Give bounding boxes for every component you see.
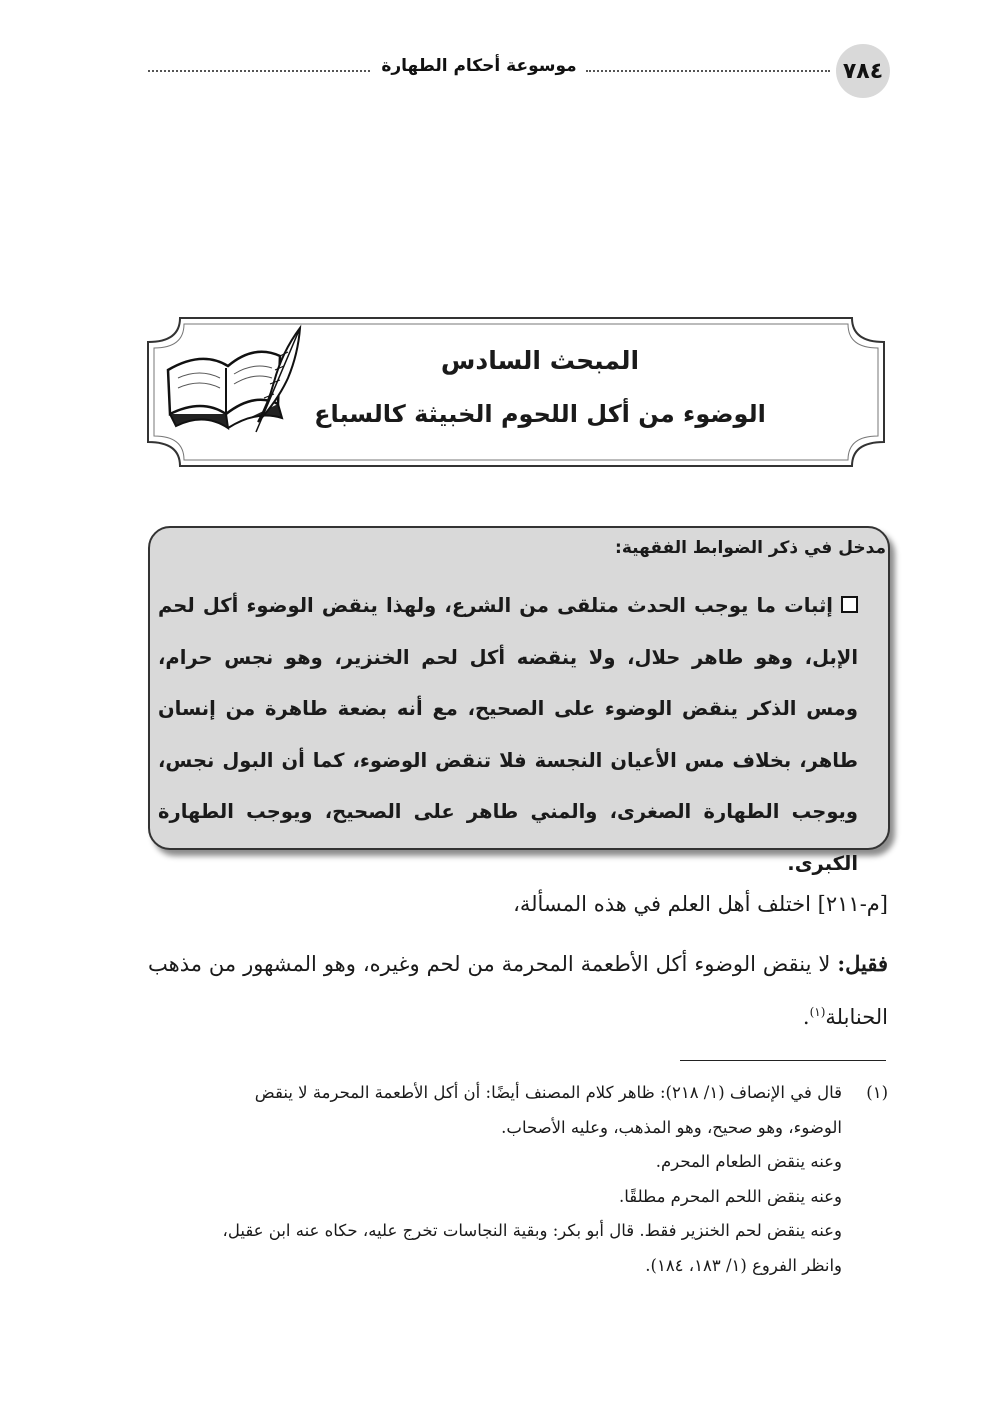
footnote-line: الوضوء، وهو صحيح، وهو المذهب، وعليه الأصحاب. (501, 1117, 842, 1137)
rule-box-text (158, 580, 858, 889)
body-paragraph-1: [م-٢١١] اختلف أهل العلم في هذه المسألة، (513, 892, 888, 916)
footnote-separator (680, 1060, 886, 1061)
running-title: موسوعة أحكام الطهارة (381, 56, 577, 76)
body-paragraph-2 (148, 940, 888, 1041)
footnotes (148, 1076, 888, 1283)
page-number: ٧٨٤ (836, 44, 890, 98)
footnote-text: قال في الإنصاف (١/ ٢١٨): ظاهر كلام المصنف أيضًا: أن أكل الأطعمة المحرمة لا ينقض (254, 1083, 842, 1102)
footnote-line: وعنه ينقض اللحم المحرم مطلقًا. (618, 1186, 842, 1206)
footnote-line: وانظر الفروع (١/ ١٨٣، ١٨٤). (645, 1255, 842, 1275)
footnote-line: وعنه ينقض لحم الخنزير فقط. قال أبو بكر: وبقية النجاسات تخرج عليه، حكاه عنه ابن عقيل، (222, 1221, 842, 1240)
footnote-marker: (١) (866, 1083, 888, 1102)
footnote-line (148, 1076, 888, 1111)
chapter-title: المبحث السادس (440, 346, 640, 375)
header-dots-left (148, 70, 370, 72)
rule-box-heading: مدخل في ذكر الضوابط الفقهية: (615, 538, 886, 558)
chapter-subtitle: الوضوء من أكل اللحوم الخبيثة كالسباع (314, 400, 766, 428)
paragraph-end: . (802, 1005, 810, 1029)
header-dots-right (586, 70, 830, 72)
rule-box-body: إثبات ما يوجب الحدث متلقى من الشرع، ولهذا ينقض الوضوء أكل لحم الإبل، وهو طاهر حلال، ولا ينقضه أكل لحم الخنزير، وهو نجس حرام، ومس الذكر ينقض الوضوء على الصحيح، مع أنه بضعة طاهرة من إنسان طاهر، بخلاف مس الأعيان النجسة فلا تنقض الوضوء، كما أن البول نجس، ويوجب الطهارة الصغرى، والمني طاهر على الصحيح، ويوجب الطهارة الكبرى. (158, 594, 858, 875)
paragraph-lead: فقيل: (837, 951, 888, 976)
paragraph-text: لا ينقض الوضوء أكل الأطعمة المحرمة من لحم وغيره، وهو المشهور من مذهب الحنابلة (148, 952, 888, 1029)
footnote-line: وعنه ينقض الطعام المحرم. (655, 1152, 842, 1171)
footnote-ref: (١) (809, 1005, 826, 1019)
checkbox-bullet-icon (841, 596, 858, 613)
